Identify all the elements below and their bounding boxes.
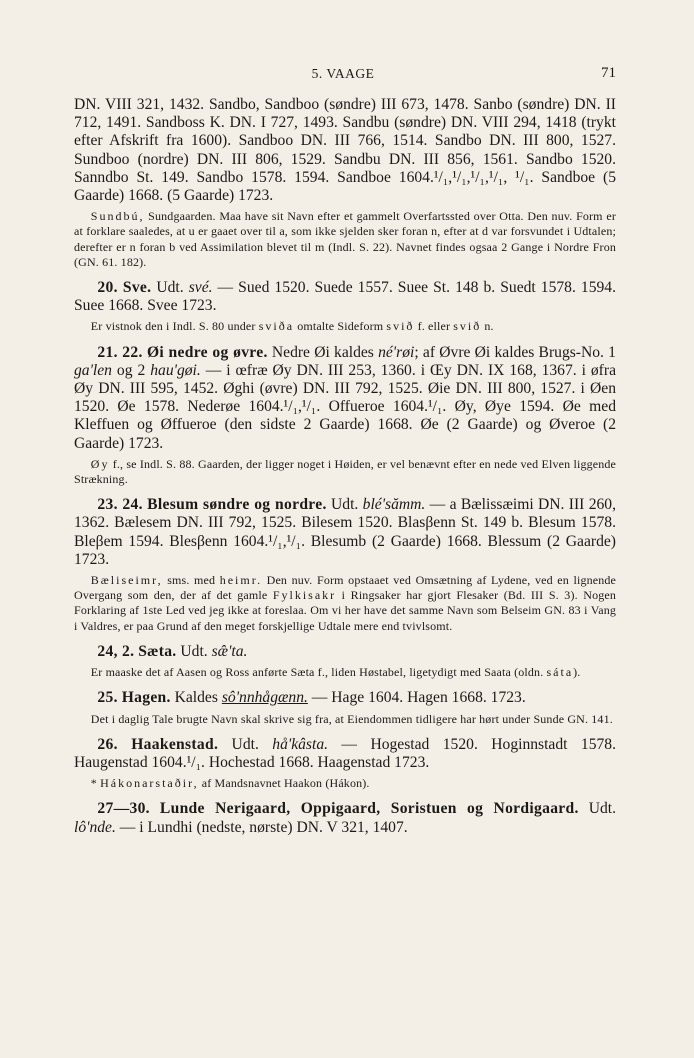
entry-paragraph [74,344,616,453]
note-text: i Ringsaker har gjort Flesaker (Bd. III S. 3). Nogen Forklaring af 1ste Led ved jeg ikke at foreslaa. Om vi her have det samme Navn som Belseim GN. 83 i Vang i Valdres, er paa Grund af den meget forskjellige Udtale mere end tvivlsomt. [74,588,616,633]
note-spaced-word: Øy [90,456,110,471]
entry-name: Øi nedre og øvre. [146,343,268,361]
entry-number: 24, 2. [97,642,135,660]
entry-number: 20. [97,279,118,297]
entry-number: 25. [97,689,118,707]
pronunciation: lô'nde. [74,818,116,836]
note-text: Er vistnok den i Indl. S. 80 under [90,319,259,334]
entry-paragraph [74,643,616,661]
note-text: af Mandsnavnet Haakon (Hákon). [198,776,370,791]
page-header [70,66,616,88]
note-spaced-word: svið [386,319,415,334]
note-star: * [90,776,101,791]
note-text: f., se Indl. S. 88. Gaarden, der ligger noget i Høiden, er vel benævnt efter en nede ved Elven liggende Strækning. [74,456,616,487]
entry-number: 27—30. [97,800,150,818]
note-spaced-word: sviða [258,319,295,334]
note-text: ). [573,665,581,680]
entry-text: — i Lundhi (nedste, nørste) DN. V 321, 1407. [115,818,408,836]
pronunciation: sæ̂'ta. [211,642,248,660]
entry-name: Sæta. [138,642,177,660]
note-spaced-word: sáta [546,665,574,680]
running-title: 5. VAAGE [311,66,375,81]
entry-text: — i œfræ Øy DN. III 253, 1360. i Œy DN. IX 168, 1367. i øfra Øy DN. III 595, 1452. Øghi (øvre) DN. III 792, 1525. Øie DN. III 800, 1527. i Øen 1520. Øe 1578. Nederøe 1604.¹/₁,¹/₁. Offueroe 1604.¹/₁. Øy, Øye 1594. Øe med Kleffuen og Øffueroe (den sidste 2 Gaarde) 1668. Øe (2 Gaarde) og Øveroe (2 Gaarde) 1723. [74,361,616,452]
page-number: 71 [601,65,616,81]
pronunciation: blé'sămm. [362,496,426,514]
note-spaced-word: svið [453,319,482,334]
entry-blesum [74,496,616,634]
note-text: n. [481,319,494,334]
udt-label: Udt. [218,735,273,753]
entry-continuation [74,96,616,270]
entry-saeta [74,643,616,680]
entry-paragraph [74,800,616,836]
pronunciation: ga'len [74,361,112,379]
note-spaced-word: Bæliseimr, [90,573,163,588]
entry-number: 23. 24. [97,496,143,514]
entry-sve [74,279,616,335]
entry-oi [74,344,616,488]
entry-paragraph: DN. VIII 321, 1432. Sandbo, Sandboo (søndre) III 673, 1478. Sanbo (søndre) DN. II 712, 1491. Sandboss K. DN. I 727, 1493. Sandbu (søndre) DN. VIII 294, 1418 (trykt efter Afskrift fra 1600). Sandboo DN. III 766, 1514. Sandbo DN. III 800, 1527. Sundboo (nordre) DN. III 806, 1529. Sandbu DN. III 856, 1561. Sandbo 1520. Sanndbo St. 149. Sandbo 1578. 1594. Sandboe 1604.¹/₁,¹/₁,¹/₁,¹/₁, ¹/₁. Sandboe (5 Gaarde) 1668. (5 Gaarde) 1723. [74,96,616,205]
entry-paragraph [74,736,616,772]
entry-text: — Hogestad 1520. Hoginnstadt 1578. Haugenstad 1604.¹/₁. Hochestad 1668. Haagenstad 1723. [74,735,616,771]
entry-number: 21. 22. [97,343,143,361]
entry-text: Nedre Øi kaldes [267,343,379,361]
pronunciation: hau'gøi. [150,361,201,379]
note-spaced-word: Fylkisakr [272,588,337,603]
entry-text: — Hage 1604. Hagen 1668. 1723. [307,689,526,707]
entry-lunde [74,800,616,836]
entry-note [74,319,616,334]
entry-note: Det i daglig Tale brugte Navn skal skrive sig fra, at Eiendommen tidligere har hørt under Sunde GN. 141. [90,711,613,726]
entry-note [74,776,616,791]
entry-name: Haakenstad. [131,735,219,753]
entry-text: — a Bælissæimi DN. III 260, 1362. Bælesem DN. III 792, 1525. Bilesem 1520. Blasβenn St. 149 b. Blesum 1578. Bleβem 1594. Blesβenn 1604.¹/₁,¹/₁. Blesumb (2 Gaarde) 1668. Blessum (2 Gaarde) 1723. [74,496,616,568]
entry-note [74,573,616,634]
entry-name: Sve. [122,279,152,297]
entry-hagen [74,689,616,726]
entry-note [74,457,616,487]
udt-label: Udt. [151,279,189,297]
note-text: omtalte Sideform [294,319,387,334]
entry-haakenstad [74,736,616,792]
entry-text: — Sued 1520. Suede 1557. Suee St. 148 b. Suedt 1578. 1594. Suee 1668. Svee 1723. [74,279,616,315]
entry-paragraph [74,279,616,315]
pronunciation: hå'kâsta. [272,735,329,753]
note-text: Den nuv. Form opstaaet ved Omsætning af Lydene, ved en lignende Overgang som den, der af det gamle [74,573,616,603]
entry-text: Kaldes [170,689,222,707]
entry-text: ; af Øvre Øi kaldes Brugs-No. 1 [414,343,616,361]
pronunciation: né'røi [378,343,415,361]
note-spaced-word: Sundbú, [90,209,145,224]
note-spaced-word: heimr. [219,573,263,588]
udt-label: Udt. [176,642,212,660]
entry-note [74,665,616,680]
entry-number: 26. [97,735,118,753]
note-text: sms. med [162,573,220,588]
note-text: f. eller [414,319,454,334]
entry-paragraph [74,689,616,707]
note-text: Sundgaarden. Maa have sit Navn efter et gammelt Overfartssted over Otta. Den nuv. Form er at forklare saaledes, at u er gaaet over til a, som ikke sjelden sker foran n, efter at d var forsvundet i Udtalen; derefter er n foran b ved Assimilation blevet til m (Indl. S. 22). Navnet findes ogsaa 2 Gange i Nordre Fron (GN. 61. 182). [74,209,616,269]
entry-name: Blesum søndre og nordre. [147,496,327,514]
entry-text: og 2 [111,361,151,379]
udt-label: Udt. [326,496,363,514]
entry-paragraph [74,496,616,569]
entry-name: Hagen. [121,689,171,707]
page-content [74,96,616,837]
entry-name: Lunde Nerigaard, Oppigaard, Soristuen og Nordigaard. [159,800,579,818]
entry-note [74,209,616,270]
udt-label: Udt. [578,800,616,818]
note-spaced-word: Hákonarstaðir, [100,776,199,791]
note-text: Er maaske det af Aasen og Ross anførte Sæta f., liden Høstabel, ligetydigt med Saata (oldn. [90,665,547,680]
pronunciation: sô'nnhågænn. [221,689,308,707]
pronunciation: své. [188,279,213,297]
